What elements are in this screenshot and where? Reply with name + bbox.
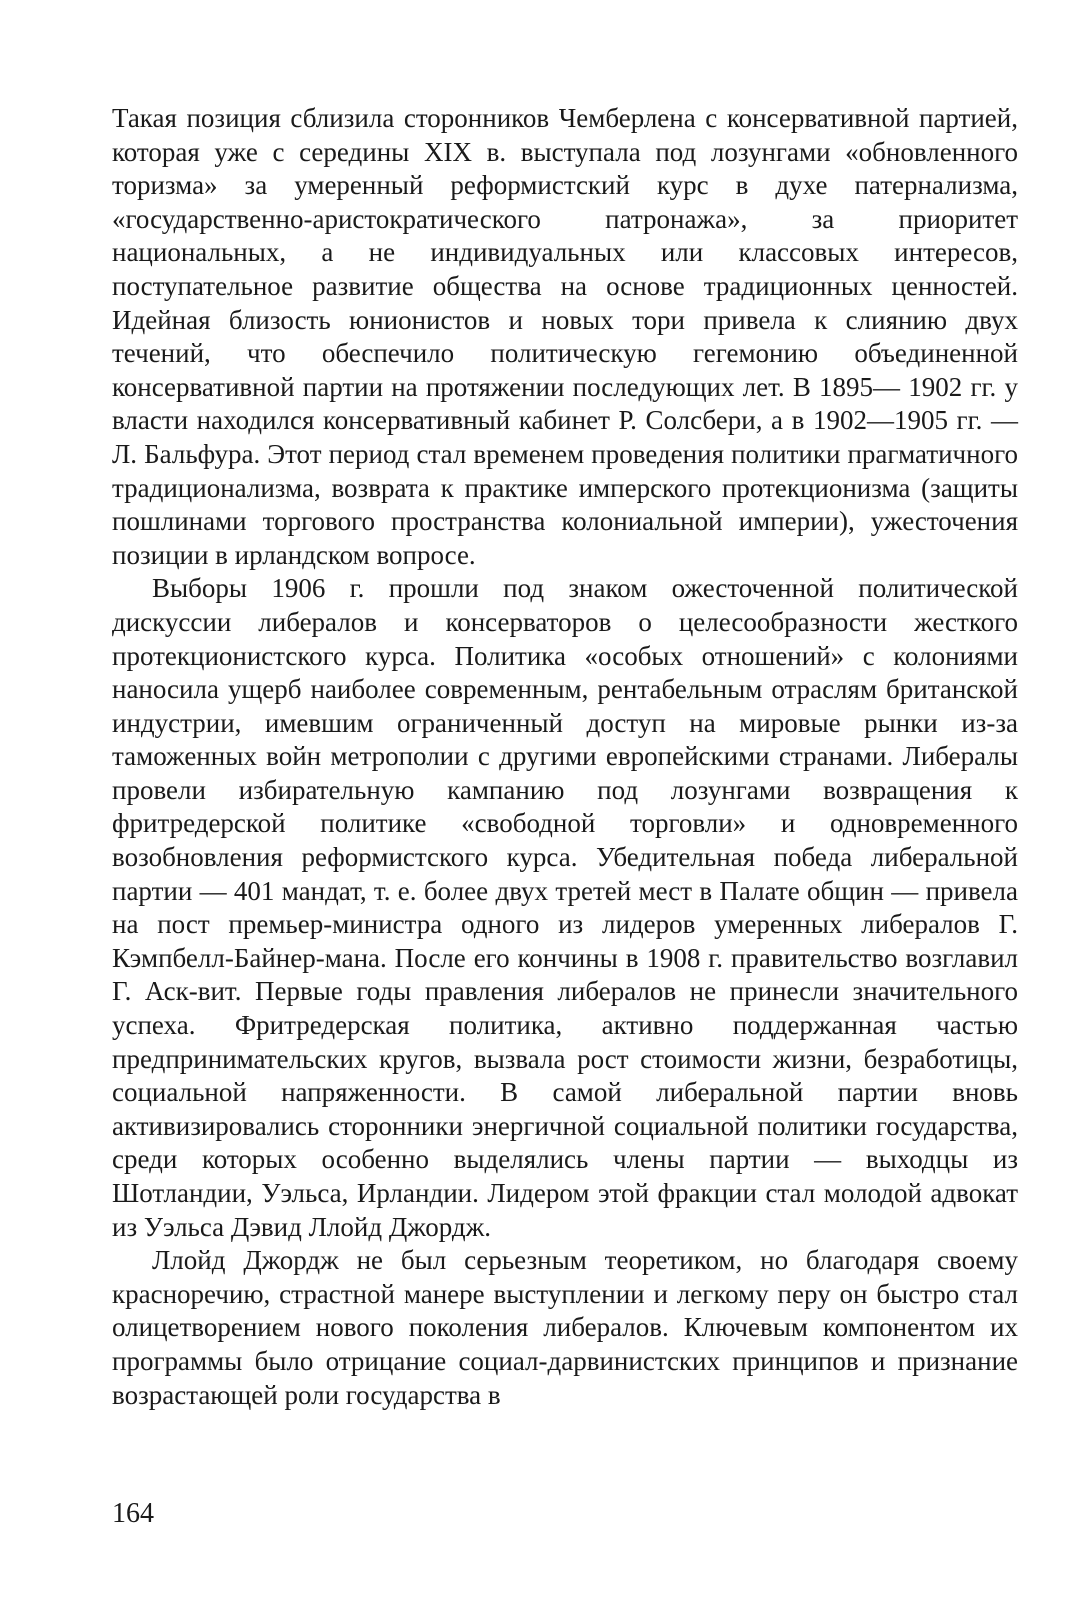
page-body [112, 102, 1018, 1412]
paragraph-1: Такая позиция сблизила сторонников Чемберлена с консервативной партией, которая уже с середины XIX в. выступала под лозунгами «обновленного торизма» за умеренный реформистский курс в духе патернализма, «государственно-аристократического патронажа», за приоритет национальных, а не индивидуальных или классовых интересов, поступательное развитие общества на основе традиционных ценностей. Идейная близость юнионистов и новых тори привела к слиянию двух течений, что обеспечило политическую гегемонию объединенной консервативной партии на протяжении последующих лет. В 1895— 1902 гг. у власти находился консервативный кабинет Р. Солсбери, а в 1902—1905 гг. — Л. Бальфура. Этот период стал временем проведения политики прагматичного традиционализма, возврата к практике имперского протекционизма (защиты пошлинами торгового пространства колониальной империи), ужесточения позиции в ирландском вопросе. [112, 103, 1018, 570]
page-number: 164 [112, 1498, 154, 1529]
paragraph-3: Ллойд Джордж не был серьезным теоретиком, но благодаря своему красноречию, страстной манере выступлении и легкому перу он быстро стал олицетворением нового поколения либералов. Ключевым компонентом их программы было отрицание социал-дарвинистских принципов и признание возрастающей роли государства в [112, 1245, 1018, 1410]
paragraph-2: Выборы 1906 г. прошли под знаком ожесточенной политической дискуссии либералов и консерваторов о целесообразности жесткого протекционистского курса. Политика «особых отношений» с колониями наносила ущерб наиболее современным, рентабельным отраслям британской индустрии, имевшим ограниченный доступ на мировые рынки из-за таможенных войн метрополии с другими европейскими странами. Либералы провели избирательную кампанию под лозунгами возвращения к фритредерской политике «свободной торговли» и одновременного возобновления реформистского курса. Убедительная победа либеральной партии — 401 мандат, т. е. более двух третей мест в Палате общин — привела на пост премьер-министра одного из лидеров умеренных либералов Г. Кэмпбелл-Байнер-мана. После его кончины в 1908 г. правительство возглавил Г. Аск-вит. Первые годы правления либералов не принесли значительного успеха. Фритредерская политика, активно поддержанная частью предпринимательских кругов, вызвала рост стоимости жизни, безработицы, социальной напряженности. В самой либеральной партии вновь активизировались сторонники энергичной социальной политики государства, среди которых особенно выделялись члены партии — выходцы из Шотландии, Уэльса, Ирландии. Лидером этой фракции стал молодой адвокат из Уэльса Дэвид Ллойд Джордж. [112, 573, 1018, 1242]
